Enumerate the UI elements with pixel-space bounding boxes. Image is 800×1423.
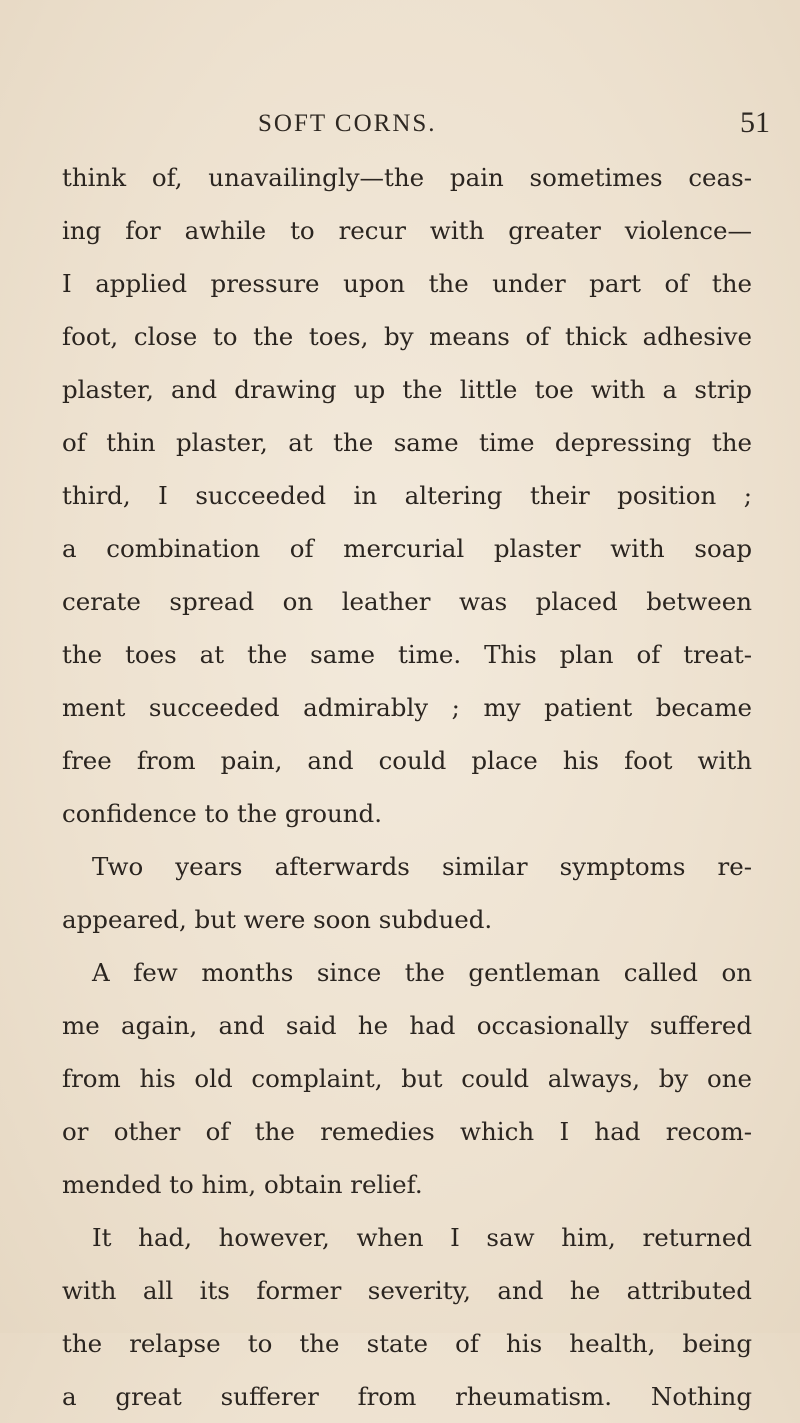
text-line: Two years afterwards similar symptoms re-: [92, 852, 752, 881]
text-line: foot, close to the toes, by means of thick adhesive: [62, 322, 752, 351]
text-line: mended to him, obtain relief.: [62, 1170, 423, 1199]
text-line: I applied pressure upon the under part of the: [62, 269, 752, 298]
running-head: [0, 106, 800, 144]
text-line: from his old complaint, but could always, by one: [62, 1064, 752, 1093]
text-line: It had, however, when I saw him, returned: [92, 1223, 752, 1252]
text-line: appeared, but were soon subdued.: [62, 905, 493, 934]
text-line: a combination of mercurial plaster with soap: [62, 534, 752, 563]
page-number: 51: [740, 106, 770, 139]
running-head-title: SOFT CORNS.: [258, 110, 437, 137]
text-line: the relapse to the state of his health, being: [62, 1329, 752, 1358]
text-line: confidence to the ground.: [62, 799, 383, 828]
text-line: the toes at the same time. This plan of treat-: [62, 640, 752, 669]
body-text: [62, 151, 752, 1423]
text-line: of thin plaster, at the same time depressing the: [62, 428, 752, 457]
text-line: ment succeeded admirably ; my patient became: [62, 693, 752, 722]
text-line: think of, unavailingly—the pain sometimes ceas-: [62, 163, 752, 192]
text-line: free from pain, and could place his foot with: [62, 746, 752, 775]
text-line: me again, and said he had occasionally suffered: [62, 1011, 752, 1040]
text-line: or other of the remedies which I had recom-: [62, 1117, 752, 1146]
text-line: with all its former severity, and he attributed: [62, 1276, 752, 1305]
text-line: a great sufferer from rheumatism. Nothing: [62, 1382, 752, 1411]
text-line: A few months since the gentleman called on: [92, 958, 752, 987]
text-line: third, I succeeded in altering their position ;: [62, 481, 752, 510]
text-line: cerate spread on leather was placed between: [62, 587, 752, 616]
text-line: ing for awhile to recur with greater violence—: [62, 216, 752, 245]
text-line: plaster, and drawing up the little toe with a strip: [62, 375, 752, 404]
